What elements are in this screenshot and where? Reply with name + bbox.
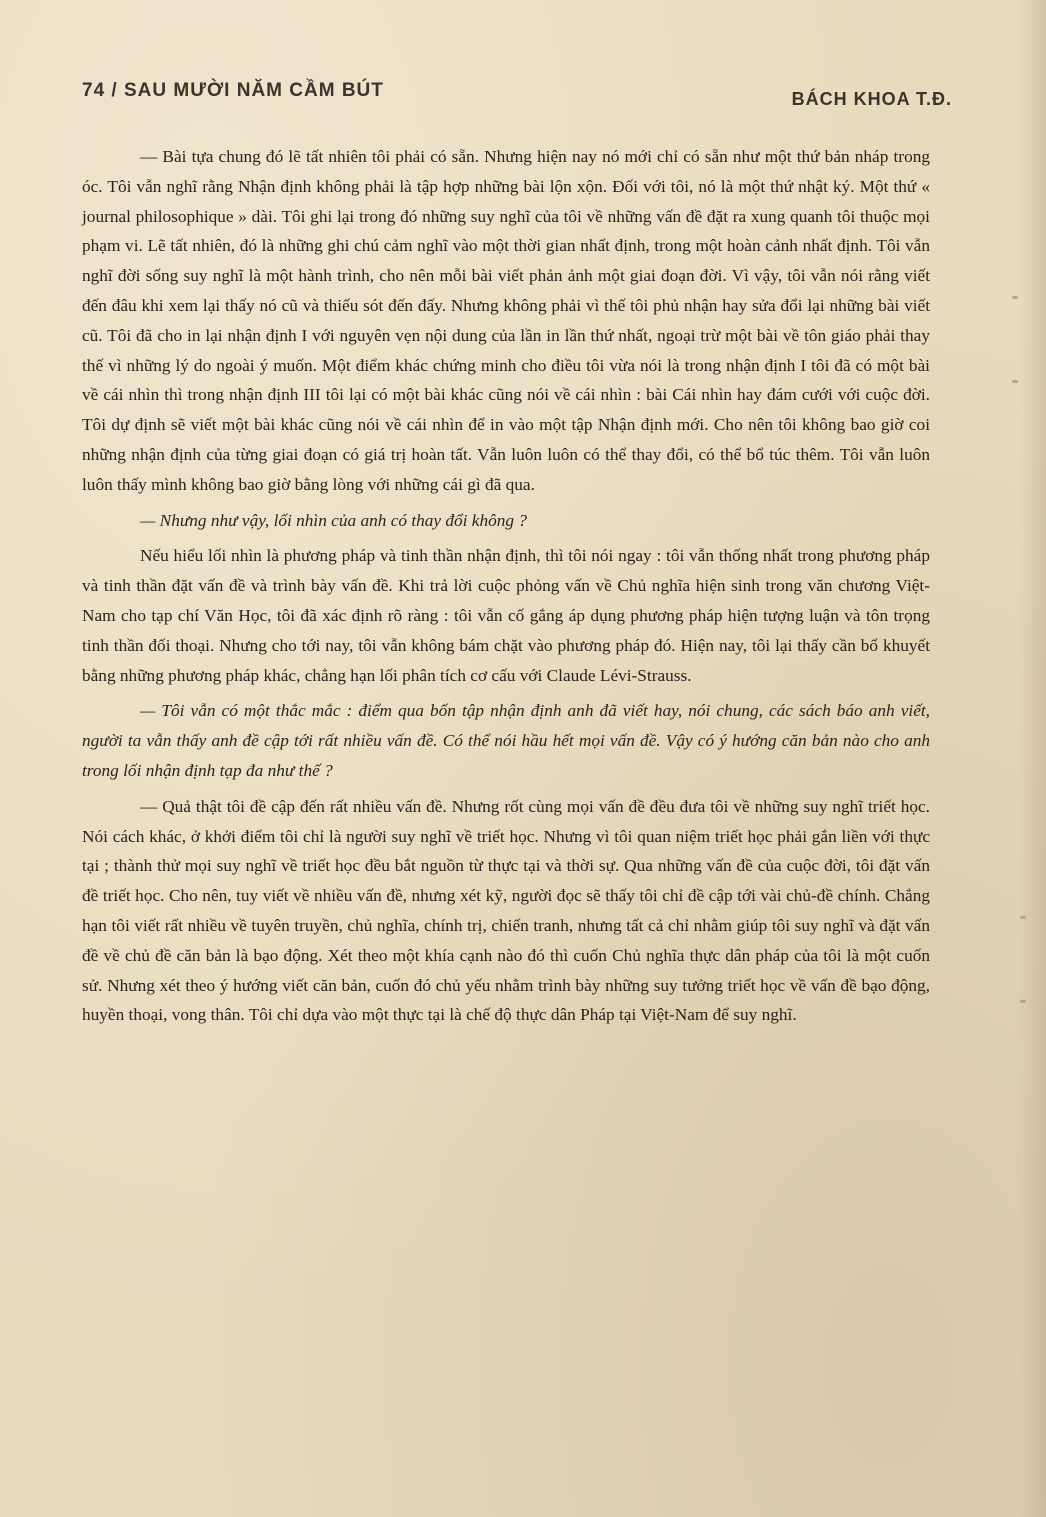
header-page-title: 74 / SAU MƯỜI NĂM CẦM BÚT [82, 80, 384, 101]
running-header [82, 80, 952, 110]
margin-speck [1012, 296, 1018, 299]
header-author: BÁCH KHOA T.Đ. [791, 89, 952, 109]
paragraph-answer-2: Nếu hiểu lối nhìn là phương pháp và tinh thần nhận định, thì tôi nói ngay : tôi vẫn thống nhất trong phương pháp và tinh thần đặt vấn đề và trình bày vấn đề. Khi trả lời cuộc phỏng vấn về Chủ nghĩa hiện sinh trong văn chương Việt-Nam cho tạp chí Văn Học, tôi đã xác định rõ ràng : tôi vẫn cố gắng áp dụng phương pháp hiện tượng luận và tôn trọng tinh thần đối thoại. Nhưng cho tới nay, tôi vẫn không bám chặt vào phương pháp đó. Hiện nay, tôi lại thấy cần bổ khuyết bằng những phương pháp khác, chẳng hạn lối phân tích cơ cấu với Claude Lévi-Strauss. [82, 546, 930, 685]
paragraph-answer-3: — Quả thật tôi đề cập đến rất nhiều vấn đề. Nhưng rốt cùng mọi vấn đề đều đưa tôi về những suy nghĩ triết học. Nói cách khác, ở khởi điểm tôi chỉ là người suy nghĩ về triết học. Nhưng vì tôi quan niệm triết học phải gắn liền với thực tại ; thành thử mọi suy nghĩ về triết học đều bắt nguồn từ thực tại và thời sự. Qua những vấn đề của cuộc đời, tôi đặt vấn đề triết học. Cho nên, tuy viết về nhiều vấn đề, nhưng xét kỹ, người đọc sẽ thấy tôi chỉ đề cập tới vài chủ-đề chính. Chẳng hạn tôi viết rất nhiều về tuyên truyền, chủ nghĩa, chính trị, chiến tranh, nhưng tất cả chỉ nhằm giúp tôi suy nghĩ và đặt vấn đề về chủ đề căn bản là bạo động. Xét theo một khía cạnh nào đó thì cuốn Chủ nghĩa thực dân pháp của tôi là một cuốn sử. Nhưng xét theo ý hướng viết căn bản, cuốn đó chủ yếu nhằm trình bày những suy tưởng triết học về vấn đề bạo động, huyền thoại, vong thân. Tôi chỉ dựa vào một thực tại là chế độ thực dân Pháp tại Việt-Nam để suy nghĩ. [82, 796, 930, 1025]
article-body [82, 142, 930, 1036]
paragraph-answer-1: — Bài tựa chung đó lẽ tất nhiên tôi phải có sẵn. Nhưng hiện nay nó mới chỉ có sẵn như một thứ bản nháp trong óc. Tôi vẫn nghĩ rằng Nhận định không phải là tập hợp những bài lộn xộn. Đối với tôi, nó là một thứ nhật ký. Một thứ « journal philosophique » dài. Tôi ghi lại trong đó những suy nghĩ của tôi về những vấn đề đặt ra xung quanh tôi thuộc mọi phạm vi. Lẽ tất nhiên, đó là những ghi chú cảm nghĩ vào một thời gian nhất định, trong một hoàn cảnh nhất định. Tôi vẫn nghĩ đời sống suy nghĩ là một hành trình, cho nên mỗi bài viết phản ảnh một giai đoạn đời. Vì vậy, tôi vẫn nói rằng viết đến đâu khi xem lại thấy nó cũ và thiếu sót đến đấy. Nhưng không phải vì thế tôi phủ nhận hay sửa đổi lại những bài viết cũ. Tôi đã cho in lại nhận định I với nguyên vẹn nội dung của lần in lần thứ nhất, ngoại trừ một bài về tôn giáo phải thay thế vì những lý do ngoài ý muốn. Một điểm khác chứng minh cho điều tôi vừa nói là trong nhận định I tôi đã có một bài về cái nhìn thì trong nhận định III tôi lại có một bài khác cũng nói về cái nhìn : bài Cái nhìn hay đám cưới với cuộc đời. Tôi dự định sẽ viết một bài khác cũng nói về cái nhìn để in vào một tập Nhận định mới. Cho nên tôi không bao giờ coi những nhận định của từng giai đoạn có giá trị hoàn tất. Vẫn luôn luôn có thể thay đổi, có thể bổ túc thêm. Tôi vẫn luôn luôn thấy mình không bao giờ bằng lòng với những cái gì đã qua. [82, 147, 930, 494]
paragraph-question-1: — Nhưng như vậy, lối nhìn của anh có thay đổi không ? [140, 510, 527, 530]
margin-speck [1020, 916, 1026, 919]
page-edge-shadow [1020, 0, 1046, 1517]
margin-speck [1012, 380, 1018, 383]
paragraph-question-2: — Tôi vẫn có một thắc mắc : điểm qua bốn tập nhận định anh đã viết hay, nói chung, các sách báo anh viết, người ta vẫn thấy anh đề cập tới rất nhiều vấn đề. Có thể nói hầu hết mọi vấn đề. Vậy có ý hướng căn bản nào cho anh trong lối nhận định tạp đa như thế ? [82, 701, 930, 780]
margin-speck [1020, 1000, 1026, 1003]
